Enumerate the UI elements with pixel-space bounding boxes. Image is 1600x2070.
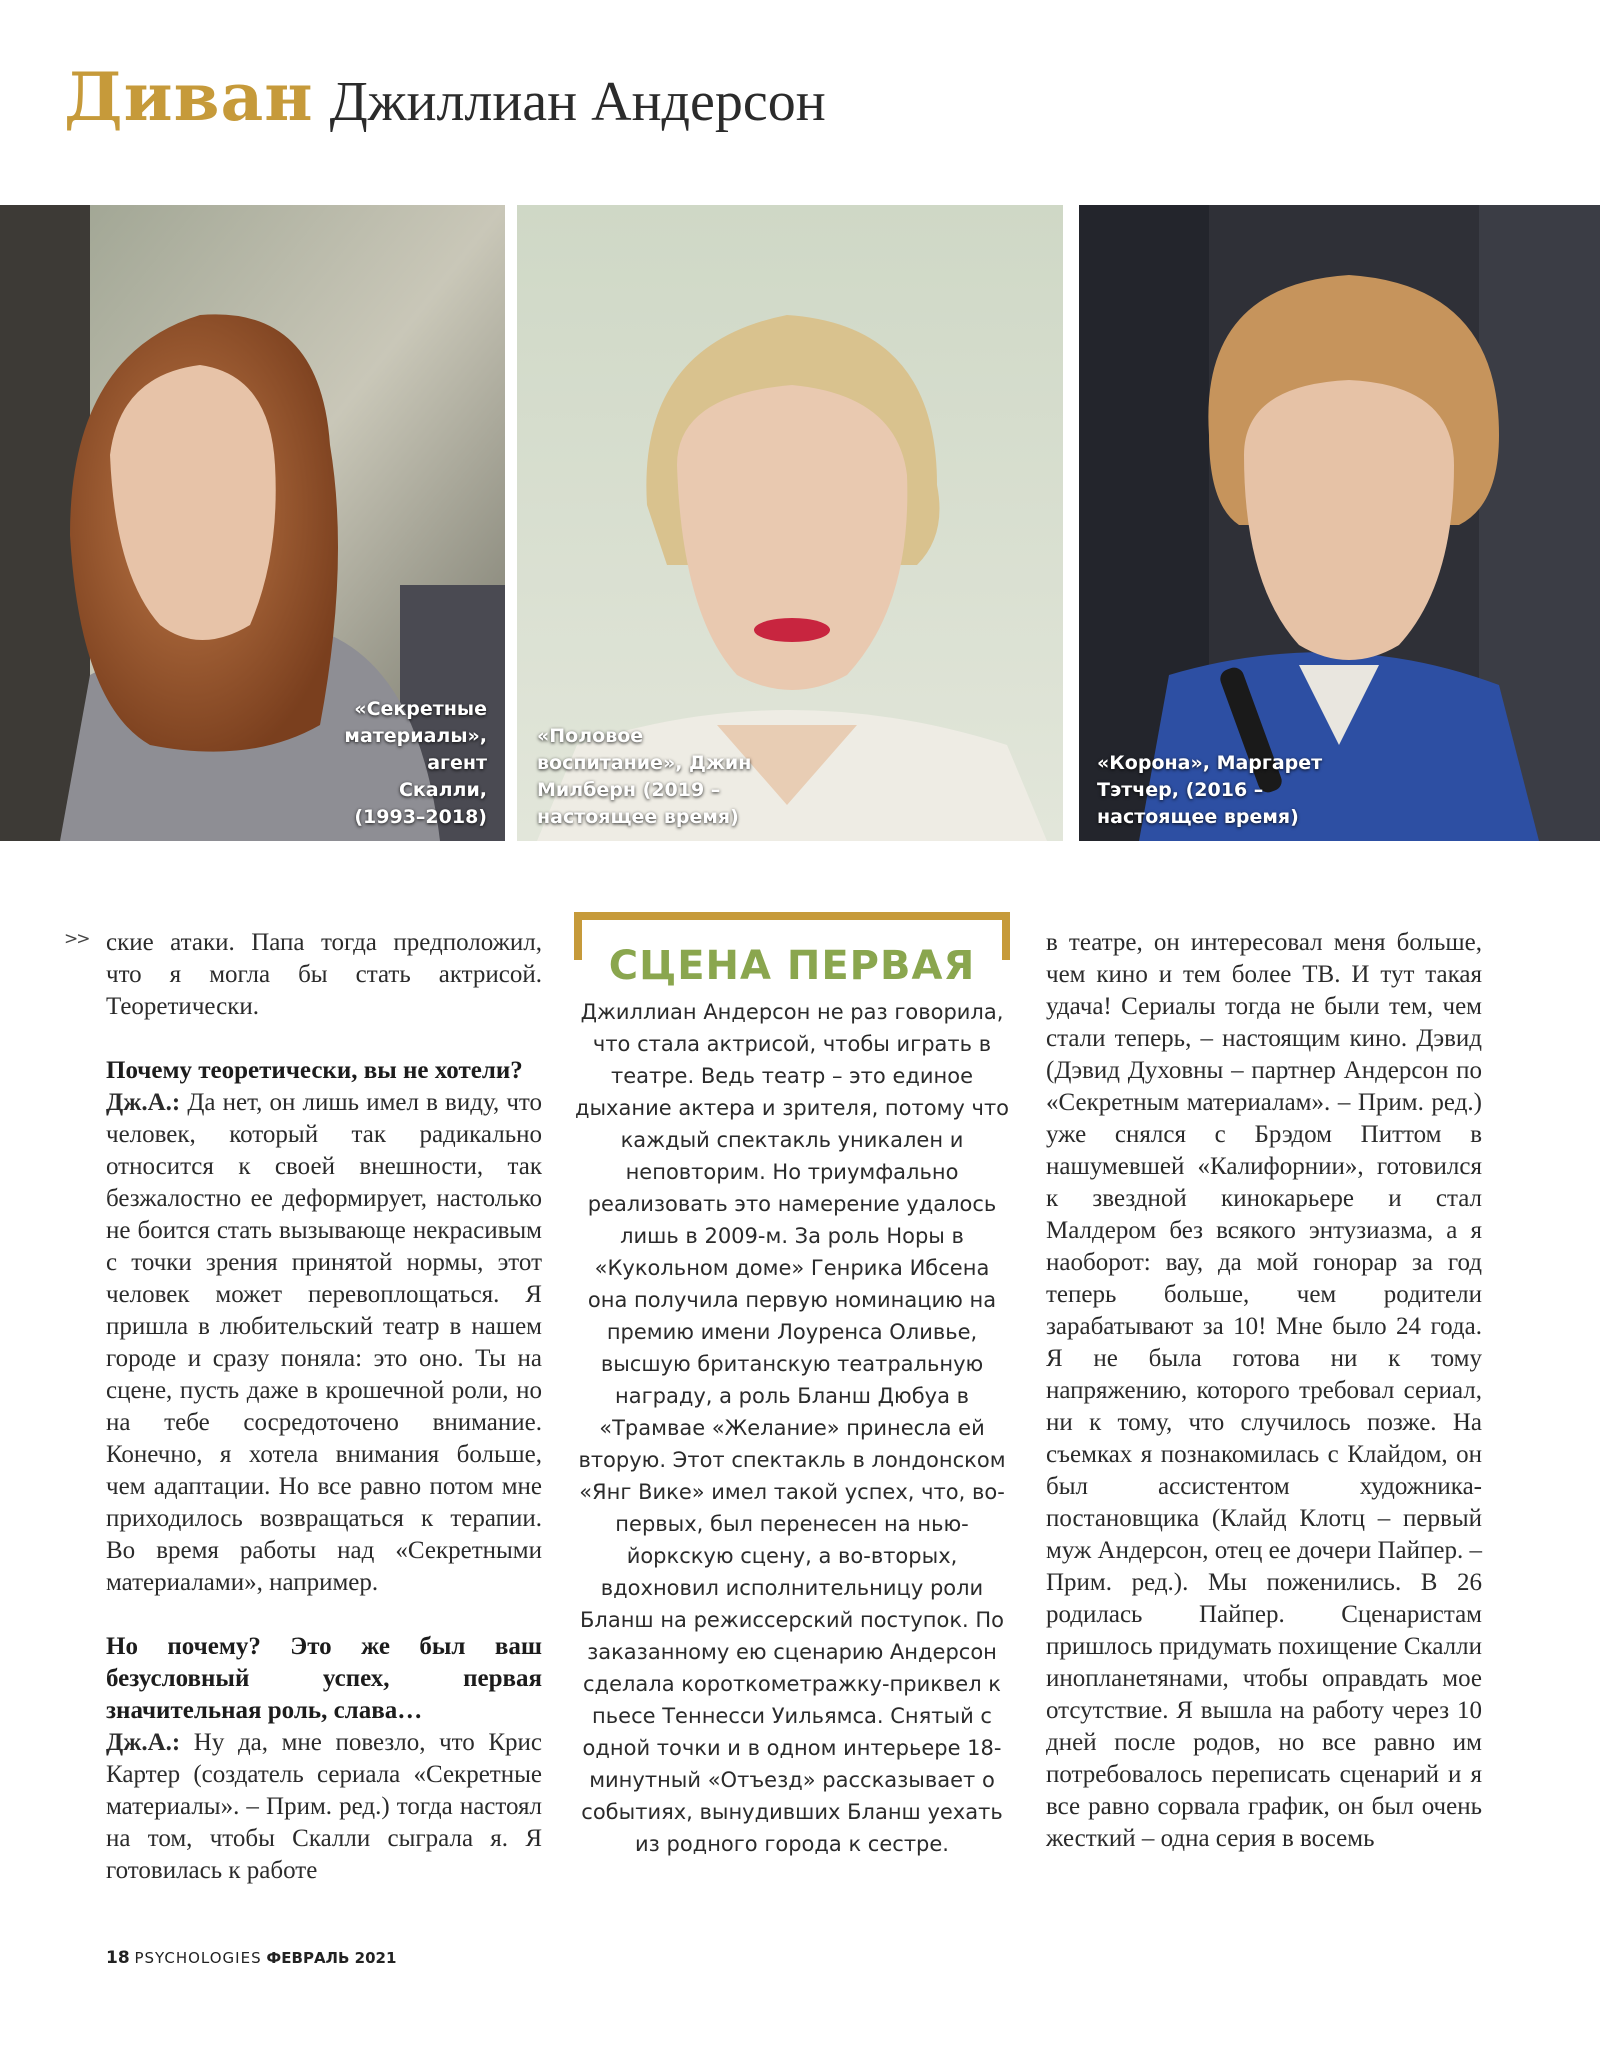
interview-answer [106, 1727, 542, 1887]
photo-sex-education [517, 205, 1063, 841]
section-kicker: Диван [64, 58, 314, 136]
sidebar-box [574, 912, 1010, 1860]
photo-caption: «Корона», Маргарет Тэтчер, (2016 – настоящее время) [1097, 752, 1323, 828]
photo-caption: «Половое воспитание», Джин Милберн (2019 – настоящее время) [537, 725, 752, 828]
interview-question: Но почему? Это же был ваш безусловный успех, первая значительная роль, слава… [106, 1633, 542, 1724]
interview-question: Почему теоретически, вы не хотели? [106, 1057, 523, 1084]
photo-the-crown [1079, 205, 1600, 841]
issue-date: ФЕВРАЛЬ 2021 [266, 1949, 397, 1967]
photo-x-files [0, 205, 505, 841]
article-column-right [1046, 927, 1482, 1855]
article-subject: Джиллиан Андерсон [329, 71, 826, 133]
interview-answer [106, 1087, 542, 1599]
sidebar-body: Джиллиан Андерсон не раз говорила, что стала актрисой, чтобы играть в театре. Ведь театр – это единое дыхание актера и зрителя, потому что каждый спектакль уникален и неповторим. Но триумфально реализовать это намерение удалось лишь в 2009-м. За роль Норы в «Кукольном доме» Генрика Ибсена она получила первую номинацию на премию имени Лоуренса Оливье, высшую британскую театральную награду, а роль Бланш Дюбуа в «Трамвае «Желание» принесла ей вторую. Этот спектакль в лондонском «Янг Вике» имел такой успех, что, во-первых, был перенесен на нью-йоркскую сцену, а во-вторых, вдохновил исполнительницу роли Бланш на режиссерский поступок. По заказанному ею сценарию Андерсон сделала короткометражку-приквел к пьесе Теннесси Уильямса. Снятый с одной точки и в одном интерьере 18-минутный «Отъезд» рассказывает о событиях, вынудивших Бланш уехать из родного города к сестре. [574, 1000, 1010, 1856]
article-column-left [106, 927, 542, 1887]
paragraph: в театре, он интересовал меня больше, чем кино и тем более ТВ. И тут такая удача! Сериалы тогда не были тем, чем стали теперь, – настоящим кино. Дэвид (Дэвид Духовны – партнер Андерсон по «Секретным материалам». – Прим. ред.) уже снялся с Брэдом Питтом в нашумевшей «Калифорнии», готовился к звездной кинокарьере и стал Малдером без всякого энтузиазма, а я наоборот: вау, да мой гонорар за год теперь больше, чем родители зарабатывают за 10! Мне было 24 года. Я не была готова ни к тому напряжению, которого требовал сериал, ни к тому, что случилось позже. На съемках я познакомилась с Клайдом, он был ассистентом художника-постановщика (Клайд Клотц – первый муж Андерсон, отец ее дочери Пайпер. – Прим. ред.). Мы поженились. В 26 родилась Пайпер. Сценаристам пришлось придумать похищение Скалли инопланетянами, чтобы оправдать мое отсутствие. Я вышла на работу через 10 дней после родов, но все равно им потребовалось переписать сценарий и я все равно сорвала график, он был очень жесткий – одна серия в восемь [1046, 929, 1482, 1852]
answer-text: Ну да, мне повезло, что Крис Картер (создатель сериала «Секретные материалы». – Прим. ред.) тогда настоял на том, чтобы Скалли сыграла я. Я готовилась к работе [106, 1729, 542, 1884]
sidebar-title: СЦЕНА ПЕРВАЯ [608, 943, 976, 989]
answer-text: Да нет, он лишь имел в виду, что человек, который так радикально относится к своей внешности, так безжалостно ее деформирует, настолько не боится стать вызывающе некрасивым с точки зрения принятой нормы, этот человек может перевоплощаться. Я пришла в любительский театр в нашем городе и сразу поняла: это оно. Ты на сцене, пусть даже в крошечной роли, но на тебе сосредоточено внимание. Конечно, я хотела внимания больше, чем адаптации. Но все равно потом мне приходилось возвращаться к терапии. Во время работы над «Секретными материалами», например. [106, 1089, 542, 1596]
magazine-name: PSYCHOLOGIES [134, 1949, 262, 1967]
photo-caption: «Секретные материалы», агент Скалли, (1993–2018) [344, 698, 487, 828]
speaker-label: Дж.А.: [106, 1089, 181, 1116]
paragraph: ские атаки. Папа тогда предположил, что я могла бы стать актрисой. Теоретически. [106, 929, 542, 1020]
page-footer [106, 1948, 396, 1968]
page-header [64, 58, 826, 138]
page-number: 18 [106, 1948, 130, 1968]
continuation-marker: >> [64, 929, 89, 949]
photo-the-crown-image [1079, 205, 1600, 841]
speaker-label: Дж.А.: [106, 1729, 181, 1756]
